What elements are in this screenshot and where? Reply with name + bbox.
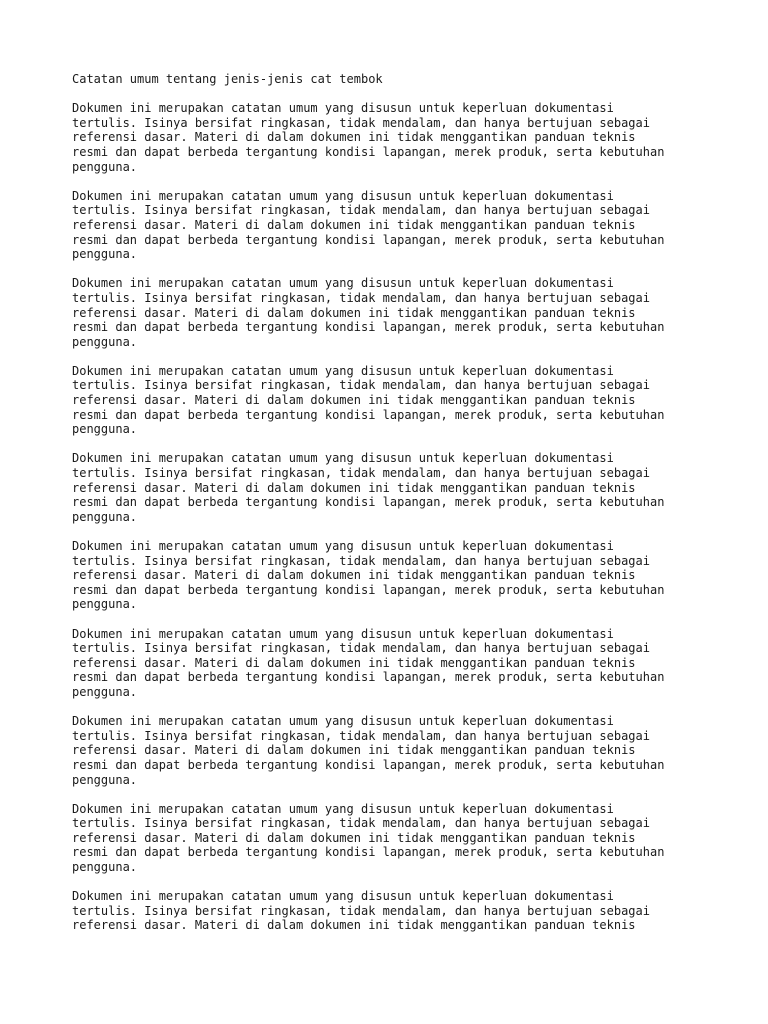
paragraph-line: tertulis. Isinya bersifat ringkasan, tidak mendalam, dan hanya bertujuan sebagai [72, 203, 650, 218]
paragraph-line: resmi dan dapat berbeda tergantung kondisi lapangan, merek produk, serta kebutuhan [72, 582, 665, 597]
paragraph-line: tertulis. Isinya bersifat ringkasan, tidak mendalam, dan hanya bertujuan sebagai [72, 728, 650, 743]
paragraph-line: tertulis. Isinya bersifat ringkasan, tidak mendalam, dan hanya bertujuan sebagai [72, 553, 650, 568]
paragraph-line: referensi dasar. Materi di dalam dokumen ini tidak menggantikan panduan teknis [72, 480, 636, 495]
paragraph-line: pengguna. [72, 860, 138, 875]
paragraph-line: Dokumen ini merupakan catatan umum yang disusun untuk keperluan dokumentasi [72, 363, 614, 378]
paragraph [72, 451, 712, 524]
paragraph-line: Dokumen ini merupakan catatan umum yang disusun untuk keperluan dokumentasi [72, 451, 614, 466]
paragraph-line: resmi dan dapat berbeda tergantung kondisi lapangan, merek produk, serta kebutuhan [72, 407, 665, 422]
paragraph-line: referensi dasar. Materi di dalam dokumen ini tidak menggantikan panduan teknis [72, 393, 636, 408]
paragraph-line: referensi dasar. Materi di dalam dokumen ini tidak menggantikan panduan teknis [72, 305, 636, 320]
paragraph [72, 627, 712, 700]
paragraph-line: tertulis. Isinya bersifat ringkasan, tidak mendalam, dan hanya bertujuan sebagai [72, 641, 650, 656]
paragraph-line: referensi dasar. Materi di dalam dokumen ini tidak menggantikan panduan teknis [72, 655, 636, 670]
paragraph-line: Dokumen ini merupakan catatan umum yang disusun untuk keperluan dokumentasi [72, 801, 614, 816]
paragraph-line: Dokumen ini merupakan catatan umum yang disusun untuk keperluan dokumentasi [72, 626, 614, 641]
paragraph [72, 276, 712, 349]
paragraph-line: pengguna. [72, 334, 138, 349]
paragraph-line: resmi dan dapat berbeda tergantung kondisi lapangan, merek produk, serta kebutuhan [72, 845, 665, 860]
paragraph-line: Dokumen ini merupakan catatan umum yang disusun untuk keperluan dokumentasi [72, 188, 614, 203]
paragraph-line: resmi dan dapat berbeda tergantung kondisi lapangan, merek produk, serta kebutuhan [72, 320, 665, 335]
paragraph-line: resmi dan dapat berbeda tergantung kondisi lapangan, merek produk, serta kebutuhan [72, 144, 665, 159]
paragraph-line: pengguna. [72, 684, 138, 699]
paragraph-list [72, 101, 712, 933]
document-title: Catatan umum tentang jenis-jenis cat tembok [72, 72, 383, 86]
paragraph-line: tertulis. Isinya bersifat ringkasan, tidak mendalam, dan hanya bertujuan sebagai [72, 290, 650, 305]
paragraph [72, 189, 712, 262]
paragraph-line: Dokumen ini merupakan catatan umum yang disusun untuk keperluan dokumentasi [72, 889, 614, 904]
paragraph-line: resmi dan dapat berbeda tergantung kondisi lapangan, merek produk, serta kebutuhan [72, 670, 665, 685]
paragraph [72, 539, 712, 612]
paragraph-line: referensi dasar. Materi di dalam dokumen ini tidak menggantikan panduan teknis [72, 130, 636, 145]
paragraph-line: tertulis. Isinya bersifat ringkasan, tidak mendalam, dan hanya bertujuan sebagai [72, 903, 650, 918]
paragraph-line: Dokumen ini merupakan catatan umum yang disusun untuk keperluan dokumentasi [72, 101, 614, 116]
paragraph [72, 364, 712, 437]
paragraph-line: pengguna. [72, 159, 138, 174]
paragraph-line: tertulis. Isinya bersifat ringkasan, tidak mendalam, dan hanya bertujuan sebagai [72, 378, 650, 393]
paragraph-line: Dokumen ini merupakan catatan umum yang disusun untuk keperluan dokumentasi [72, 714, 614, 729]
paragraph-line: resmi dan dapat berbeda tergantung kondisi lapangan, merek produk, serta kebutuhan [72, 757, 665, 772]
paragraph [72, 714, 712, 787]
paragraph-line: referensi dasar. Materi di dalam dokumen ini tidak menggantikan panduan teknis [72, 217, 636, 232]
paragraph-line: pengguna. [72, 247, 138, 262]
paragraph-line: referensi dasar. Materi di dalam dokumen ini tidak menggantikan panduan teknis [72, 743, 636, 758]
paragraph-line: pengguna. [72, 597, 138, 612]
paragraph-line: pengguna. [72, 772, 138, 787]
paragraph-line: pengguna. [72, 509, 138, 524]
paragraph-line: referensi dasar. Materi di dalam dokumen ini tidak menggantikan panduan teknis [72, 918, 636, 933]
paragraph-line: referensi dasar. Materi di dalam dokumen ini tidak menggantikan panduan teknis [72, 830, 636, 845]
paragraph [72, 802, 712, 875]
paragraph-line: referensi dasar. Materi di dalam dokumen ini tidak menggantikan panduan teknis [72, 568, 636, 583]
paragraph [72, 101, 712, 174]
paragraph-line: tertulis. Isinya bersifat ringkasan, tidak mendalam, dan hanya bertujuan sebagai [72, 816, 650, 831]
document-body [72, 72, 712, 948]
paragraph-line: resmi dan dapat berbeda tergantung kondisi lapangan, merek produk, serta kebutuhan [72, 495, 665, 510]
paragraph-line: Dokumen ini merupakan catatan umum yang disusun untuk keperluan dokumentasi [72, 539, 614, 553]
paragraph [72, 889, 712, 933]
paragraph-line: pengguna. [72, 422, 138, 437]
paragraph-line: tertulis. Isinya bersifat ringkasan, tidak mendalam, dan hanya bertujuan sebagai [72, 466, 650, 481]
paragraph-line: tertulis. Isinya bersifat ringkasan, tidak mendalam, dan hanya bertujuan sebagai [72, 115, 650, 130]
paragraph-line: resmi dan dapat berbeda tergantung kondisi lapangan, merek produk, serta kebutuhan [72, 232, 665, 247]
paragraph-line: Dokumen ini merupakan catatan umum yang disusun untuk keperluan dokumentasi [72, 276, 614, 291]
